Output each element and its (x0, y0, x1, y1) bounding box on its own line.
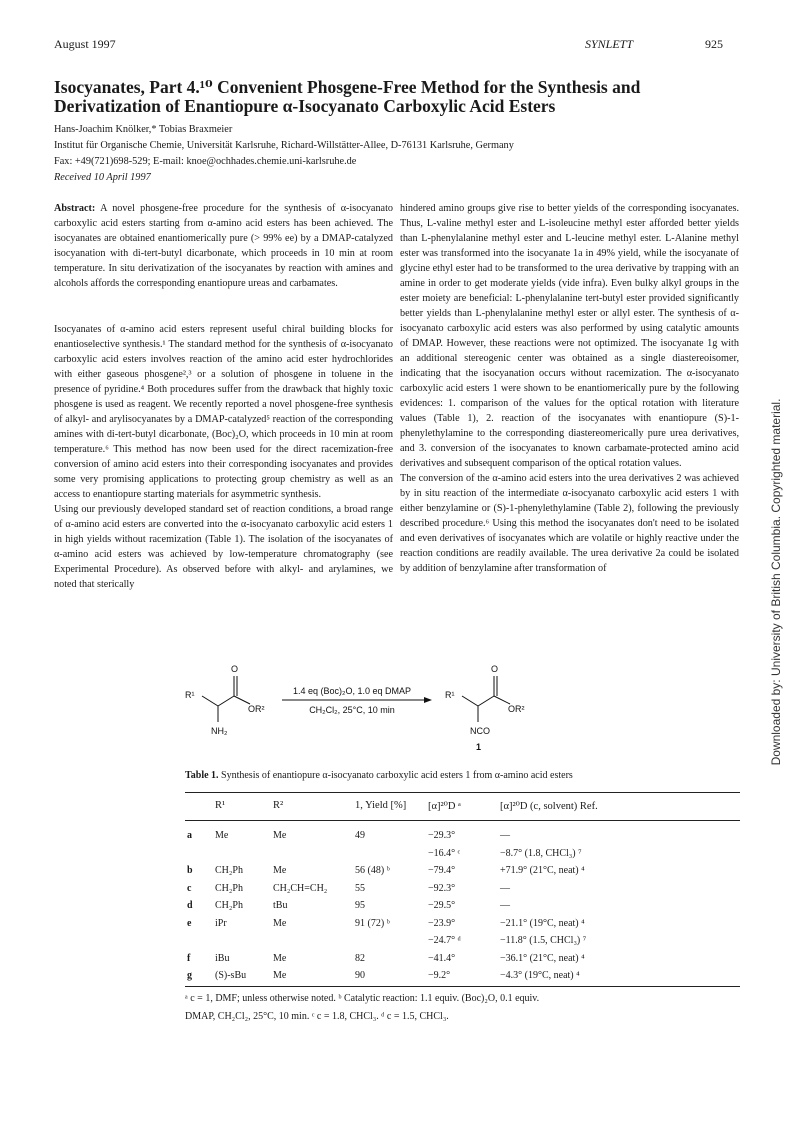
table-cell-literature: −11.8° (1.5, CHCl₃) ⁷ (500, 935, 587, 946)
right-column (400, 201, 739, 576)
table-cell-entry: e (187, 917, 192, 929)
table-cell-r2: Me (273, 952, 287, 964)
data-table (185, 788, 740, 1008)
reactant-structure (202, 676, 250, 722)
product-compound-number: 1 (476, 742, 482, 752)
table-cell-literature: −4.3° (19°C, neat) ⁴ (500, 970, 580, 981)
table-cell-rotation: −23.9° (428, 917, 456, 929)
table-cell-rotation: −41.4° (428, 952, 456, 964)
product-or2: OR² (508, 704, 525, 714)
table-cell-r2: Me (273, 970, 287, 981)
download-watermark: Downloaded by: University of British Columbia. Copyrighted material. (769, 398, 783, 766)
table-header-rule (185, 820, 740, 821)
header-journal: SYNLETT (585, 37, 634, 51)
abstract (54, 201, 393, 291)
table-cell-literature: — (500, 882, 510, 894)
table-caption (185, 770, 573, 781)
arrow-head-icon (424, 697, 432, 703)
reactant-carbonyl-o: O (231, 664, 239, 674)
table-cell-literature: — (500, 830, 510, 841)
table-cell-r1: iBu (215, 952, 230, 964)
table-cell-yield: 95 (355, 900, 365, 911)
table-cell-literature: −8.7° (1.8, CHCl₃) ⁷ (500, 847, 582, 859)
table-footnote-line: DMAP, CH₂Cl₂, 25°C, 10 min. ᶜ c = 1.8, CHCl₃. ᵈ c = 1.5, CHCl₃. (185, 1011, 449, 1022)
table-cell-r1: Me (215, 830, 229, 841)
reactant-or2: OR² (248, 704, 265, 714)
table-cell-r1: CH₂Ph (215, 882, 243, 894)
table-cell-entry: d (187, 900, 193, 911)
abstract-label: Abstract: (54, 203, 96, 214)
table-cell-r1: CH₂Ph (215, 865, 243, 876)
table-cell-r2: Me (273, 830, 287, 841)
product-structure (462, 676, 510, 722)
conditions-top: 1.4 eq (Boc)₂O, 1.0 eq DMAP (292, 686, 412, 696)
product-nco: NCO (470, 726, 490, 736)
table-cell-rotation: −9.2° (428, 970, 451, 981)
body-paragraph: The conversion of the α-amino acid esters into the urea derivatives 2 was achieved by in situ reaction of the intermediate α-isocyanato carboxylic acid esters 1 with either benzylamine or (S)-1-phenylethylamine (Table 2), following the previously described procedure.⁶ Using this method the isocyanates don't need to be isolated and even derivatives of isocyanates which are volatile or highly reactive under the reaction conditions are readily available. The urea derivative 2a could be isolated by addition of benzylamine after transformation of (400, 473, 739, 574)
body-paragraph: hindered amino groups give rise to better yields of the corresponding isocyanates. Thus, L-valine methyl ester and L-isoleucine methyl ester afforded better yields than L-phenylalanine methyl ester and L-leucine methyl ester. L-Alanine methyl ester was transformed into the isocyanate 1a in 49% yield, while the isocyanate of glycine ethyl ester had to be transformed to the urea derivative by trapping with an amine in order to get moderate yields (vide infra). Even bulky alkyl groups in the ester moiety are beneficial: L-phenylalanine tert-butyl ester provided significantly better yields than L-phenylalanine methyl ester or allyl ester. The synthesis of α-isocyanato carboxylic acid esters was also performed by using catalytic amounts of DMAP. However, these reactions were not optimized. The isocyanate 1g with an additional stereogenic center was obtained as a single diastereoisomer, indicating that the isocyanation occurs without racemization. The α-isocyanato carboxylic acid esters 1 were shown to be enantiomerically pure by the following evidences: 1. comparison of the values for the optical rotation with literature values (Table 1), 2. reaction of the isocyanates with enantiopure (S)-1-phenylethylamine to the corresponding diastereomerically pure urea derivatives, and 3. conversion of the isocyanates to known carbamate-protected amino acid derivatives and subsequent comparison of the optical rotation values. (400, 203, 739, 469)
body-paragraph: Isocyanates of α-amino acid esters represent useful chiral building blocks for enantioselective synthesis.¹ The standard method for the synthesis of α-isocyanato carboxylic acid esters involves reaction of the amino acid ester hydrochlorides with either gaseous phosgene²,³ or a solution of phosgene in toluene in the presence of pyridine.⁴ Both procedures suffer from the drawback that highly toxic phosgene is used as reagent. We recently reported a novel phosgene-free synthesis of alkyl- and arylisocyanates by a DMAP-catalyzed⁵ reaction of the corresponding amines with di-tert-butyl dicarbonate, (Boc)₂O, which proceeds in 10 min at room temperature.⁶ This method has now been used for the direct racemization-free conversion of amino acid esters into their corresponding isocyanates and provides some very promising applications to protecting group chemistry as well as an access to enantiopure starting materials for asymmetric synthesis. (54, 324, 393, 500)
table-cell-entry: b (187, 865, 193, 876)
conditions-bottom: CH₂Cl₂, 25°C, 10 min (309, 705, 395, 715)
table-footnotes (185, 990, 745, 1026)
table-header-rotation: [α]²⁰D ᵃ (428, 801, 461, 812)
reaction-scheme (180, 660, 620, 770)
article-title: Isocyanates, Part 4.¹⁰ Convenient Phosgene-Free Method for the Synthesis and Derivatization of Enantiopure α-Isocyanato Carboxylic Acid Esters (54, 77, 641, 116)
table-cell-yield: 49 (355, 830, 365, 841)
table-cell-r1: iPr (215, 917, 227, 929)
table-caption-label: Table 1. (185, 770, 219, 781)
table-cell-entry: c (187, 882, 192, 894)
table-cell-r2: Me (273, 865, 287, 876)
table-footnote-line: ᵃ c = 1, DMF; unless otherwise noted. ᵇ Catalytic reaction: 1.1 equiv. (Boc)₂O, 0.1 equiv. (185, 993, 540, 1004)
table-caption-text: Synthesis of enantiopure α-isocyanato carboxylic acid esters 1 from α-amino acid esters (221, 770, 573, 781)
table-header-literature: [α]²⁰D (c, solvent) Ref. (500, 801, 598, 812)
table-cell-yield: 91 (72) ᵇ (355, 917, 390, 929)
received-date: Received 10 April 1997 (54, 172, 151, 183)
table-cell-rotation: −29.3° (428, 830, 456, 841)
reactant-nh2: NH₂ (211, 726, 228, 736)
table-header-r1: R¹ (215, 800, 226, 811)
authors: Hans-Joachim Knölker,* Tobias Braxmeier (54, 124, 233, 135)
table-cell-entry: f (187, 952, 191, 964)
table-cell-literature: +71.9° (21°C, neat) ⁴ (500, 865, 585, 876)
table-cell-r2: Me (273, 917, 287, 929)
table-cell-rotation: −92.3° (428, 882, 456, 894)
table-cell-rotation: −24.7° ᵈ (428, 935, 461, 946)
contact-info: Fax: +49(721)698-529; E-mail: knoe@ochhades.chemie.uni-karlsruhe.de (54, 156, 357, 167)
table-cell-yield: 55 (355, 882, 365, 894)
table-cell-yield: 82 (355, 952, 365, 964)
table-cell-yield: 56 (48) ᵇ (355, 865, 390, 876)
abstract-text: A novel phosgene-free procedure for the synthesis of α-isocyanato carboxylic acid esters starting from α-amino acid esters has been achieved. The isocyanates are obtained enantiomerically pure (> 99% ee) by a DMAP-catalyzed isocyanation with di-tert-butyl dicarbonate, which proceeds in 10 min at room temperature. In situ derivatization of the isocyanates by reaction with amines and alcohols affords the corresponding enantiopure ureas and carbamates. (54, 203, 393, 289)
table-cell-r2: tBu (273, 900, 288, 911)
table-cell-entry: a (187, 830, 192, 841)
table-cell-literature: −36.1° (21°C, neat) ⁴ (500, 952, 585, 964)
body-paragraph: Using our previously developed standard set of reaction conditions, a broad range of α-amino acid esters are converted into the α-isocyanato carboxylic acid esters 1 in high yields without racemization (Table 1). The isolation of the isocyanates of α-amino acid esters was achieved by low-temperature chromatography (see Experimental Procedure). As observed before with alkyl- and arylamines, we noted that sterically (54, 504, 393, 590)
reactant-r1: R¹ (185, 690, 195, 700)
table-cell-r1: CH₂Ph (215, 900, 243, 911)
table-header-yield: 1, Yield [%] (355, 800, 407, 811)
left-column (54, 201, 393, 592)
table-cell-entry: g (187, 970, 192, 981)
header-date: August 1997 (54, 37, 116, 51)
table-cell-rotation: −29.5° (428, 900, 456, 911)
table-cell-rotation: −79.4° (428, 865, 456, 876)
table-cell-literature: −21.1° (19°C, neat) ⁴ (500, 917, 585, 929)
table-cell-rotation: −16.4° ᶜ (428, 847, 461, 859)
table-cell-literature: — (500, 900, 510, 911)
header-page-number: 925 (705, 37, 723, 51)
table-cell-r1: (S)-sBu (215, 970, 247, 981)
product-carbonyl-o: O (491, 664, 499, 674)
table-header-r2: R² (273, 800, 284, 811)
table-bottom-rule (185, 986, 740, 987)
table-cell-r2: CH₂CH=CH₂ (273, 882, 328, 894)
affiliation: Institut für Organische Chemie, Universität Karlsruhe, Richard-Willstätter-Allee, D-76131 Karlsruhe, Germany (54, 140, 514, 151)
table-cell-yield: 90 (355, 970, 365, 981)
product-r1: R¹ (445, 690, 455, 700)
table-top-rule (185, 792, 740, 793)
